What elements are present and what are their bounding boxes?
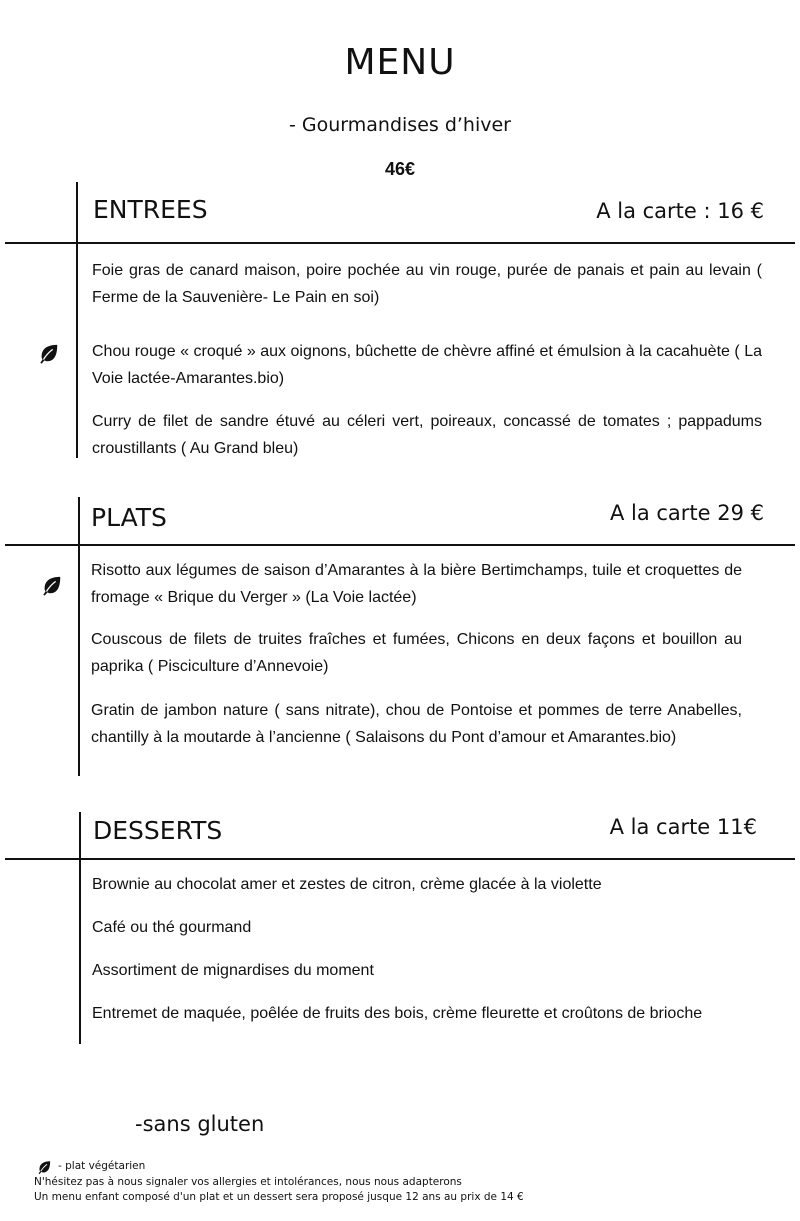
allergies-note: N'hésitez pas à nous signaler vos allergies et intolérances, nous nous adapterons [34,1176,462,1188]
legend-vegetarian: - plat végétarien [58,1160,146,1172]
menu-item: Chou rouge « croqué » aux oignons, bûchette de chèvre affiné et émulsion à la cacahuète ( La Voie lactée-Amarantes.bio) [92,343,762,387]
menu-price: 46€ [384,159,416,179]
menu-item: Couscous de filets de truites fraîches et fumées, Chicons en deux façons et bouillon au paprika ( Pisciculture d’Annevoie) [91,631,742,675]
section-title-plats: PLATS [91,503,167,532]
gluten-note: -sans gluten [135,1112,265,1136]
section-title-desserts: DESSERTS [93,816,223,845]
menu-item: Foie gras de canard maison, poire pochée au vin rouge, purée de panais et pain au levain ( Ferme de la Sauvenière- Le Pain en soi) [92,262,762,306]
section-divider-horizontal [5,858,795,860]
menu-item: Brownie au chocolat amer et zestes de citron, crème glacée à la violette [92,876,602,893]
menu-item: Risotto aux légumes de saison d’Amarantes à la bière Bertimchamps, tuile et croquettes de fromage « Brique du Verger » (La Voie lactée) [91,562,742,606]
section-price-entrees: A la carte : 16 € [596,199,764,223]
menu-title: MENU [344,42,456,83]
menu-item: Café ou thé gourmand [92,919,252,936]
section-divider-horizontal [5,242,795,244]
section-divider-vertical [76,182,78,458]
leaf-icon [37,1160,52,1175]
section-title-entrees: ENTREES [93,195,208,224]
section-divider-vertical [79,812,81,1044]
menu-item: Gratin de jambon nature ( sans nitrate), chou de Pontoise et pommes de terre Anabelles, chantilly à la moutarde à l’ancienne ( Salaisons du Pont d’amour et Amarantes.bio) [91,702,742,746]
section-price-desserts: A la carte 11€ [609,815,757,839]
menu-item: Curry de filet de sandre étuvé au céleri vert, poireaux, concassé de tomates ; pappadums croustillants ( Au Grand bleu) [92,413,762,457]
section-price-plats: A la carte 29 € [609,501,764,525]
leaf-icon [38,343,60,365]
menu-subtitle: - Gourmandises d’hiver [289,114,511,136]
menu-item: Assortiment de mignardises du moment [92,962,374,979]
menu-item: Entremet de maquée, poêlée de fruits des bois, crème fleurette et croûtons de brioche [92,1005,703,1022]
section-divider-vertical [78,497,80,776]
section-divider-horizontal [5,544,795,546]
leaf-icon [41,575,63,597]
kids-menu-note: Un menu enfant composé d'un plat et un dessert sera proposé jusque 12 ans au prix de 14 € [34,1191,524,1203]
